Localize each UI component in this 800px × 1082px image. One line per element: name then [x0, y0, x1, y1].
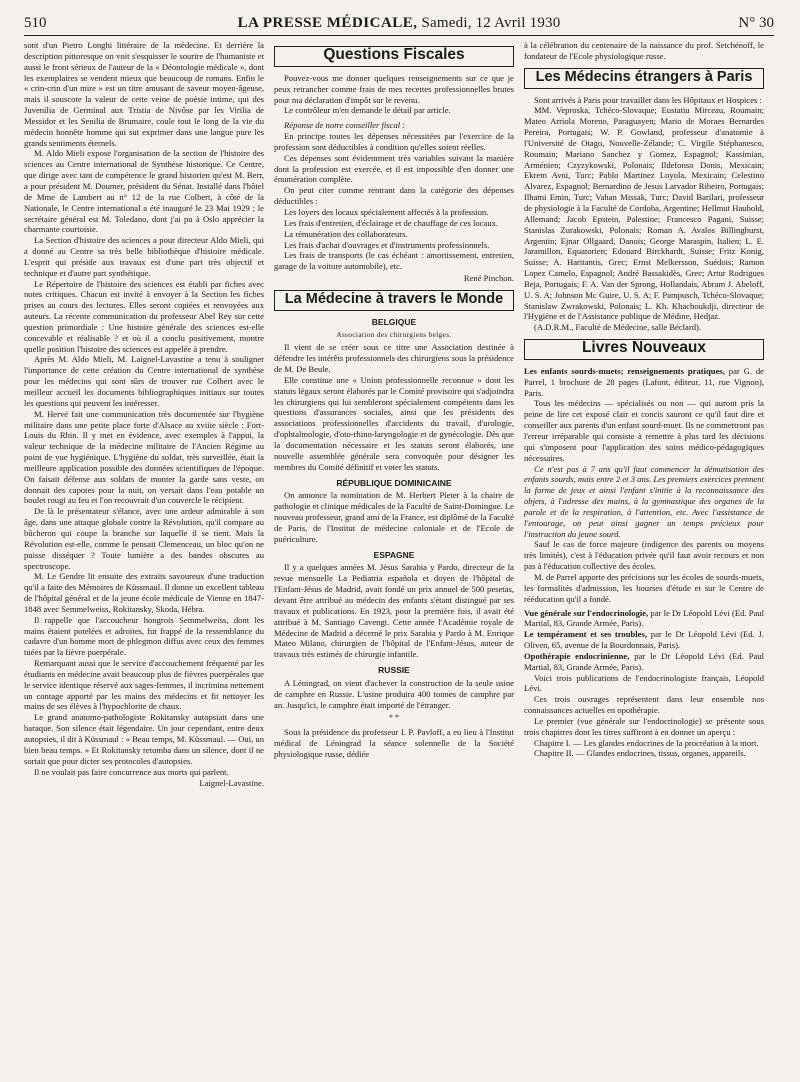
answer-paragraph: En principe toutes les dépenses nécessitées par l'exercice de la profession sont déductibles à condition qu'elles soient réelles.	[274, 131, 514, 152]
section-title-world: La Médecine à travers le Monde	[274, 290, 514, 311]
paragraph: Après M. Aldo Mieli, M. Laignel-Lavastine a tenu à souligner l'importance de cette création du Centre international de synthèse pour les médecins qui sont sûrs de trouver rue Colbert avec le meilleur accueil les documents bibliographiques initiaux sur toutes les questions qui peuvent les intéresser.	[24, 354, 264, 408]
answer-paragraph: On peut citer comme rentrant dans la catégorie des dépenses déductibles :	[274, 185, 514, 207]
issue-number: N° 30	[738, 15, 774, 31]
issue-date: Samedi, 12 Avril 1930	[421, 15, 561, 31]
paragraph: Le Répertoire de l'histoire des sciences est établi par fiches avec notes critiques. Chacun est invité à envoyer à la Section les fiches prises au cours des lectures. Elles seront copiées et renvoyées aux auteurs. La récente communication du professeur Abel Rey sur cette question primordiale : Une histoire générale des sciences est-elle concevable et réalisable ? et où il a conclu positivement, montre quelle position l'histoire des sciences est appelée à prendre.	[24, 278, 264, 354]
article-columns	[24, 40, 774, 1078]
answer-paragraph: La rémunération des collaborateurs.	[284, 228, 408, 239]
paragraph: sont d'un Pietro Longhi littéraire de la médecine. Et derrière la description pittoresque on voit s'esquisser le sourire de l'humaniste et aussi le front sérieux de l'auteur de la « Déontologie médicale », dont les exemplaires se vendent mieux que beaucoup de romans. Enfin le « crin-crin d'un mire » est un titre amusant de saveur moyen-âgeuse, mais il souscote la valeur de cette veine de poésie intime, qui des Juvenilia de Germinal aux Tristia de Nivôse par les Virilia de Messidor et les Senilia de Brumaire, coule tout le long de la vie du médecin honnête homme qui sut exprimer dans une langue pure les grands sentiments éternels.	[24, 40, 264, 148]
book-entry	[524, 366, 764, 399]
review-paragraph: Sauf le cas de force majeure (indigence des parents ou moyens très limités), c'est à l'éducation privée qu'il faut avoir recours et non pas à l'éducation collective des écoles.	[524, 539, 764, 572]
review-paragraph: Chapitre II. — Glandes endocrines, tissus, organes, appareils.	[534, 748, 746, 759]
paragraph: Sont arrivés à Paris pour travailler dans les Hôpitaux et Hospices :	[534, 94, 762, 105]
book-reference: par le Dr Léopold Lévi (Ed. Paul Martial, 83, Grande Armée, Paris).	[524, 650, 764, 672]
review-paragraph: Ce n'est pas à 7 ans qu'il faut commencer la démutisation des enfants sourds, mais entre 2 et 3 ans. Les premiers exercices prennent la forme de jeux et ainsi l'enfant s'initie à la reconnaissance des objets, à l'adresse des mains, à la gymnastique des organes de la parole et de la respiration, à l'attention, etc. Avec l'assistance de l'entourage, on peut ainsi gagner un temps précieux pour l'instruction du jeune sourd.	[524, 463, 764, 539]
paragraph: Il y a quelques années M. Jésus Sarabia y Pardo, directeur de la revue mensuelle La Pediatria española et doyen de l'hôpital de l'Enfant-Jésus de Madrid, avait fondé un prix annuel de 500 pesetas, devant être attribué au médecin des enfants s'étant distingué par ses travaux et publications. En 1923, pour la première fois, il avait été attribué à M. Santiago Cavengt. Cette année l'Académie royale de Médecine de Madrid a décerné le prix Sarabia y Pardo à M. Enrique Mateo Milano, chirurgien de l'hôpital de l'Enfant-Jésus, auteur de travaux très estimés de chirurgie infantile.	[274, 562, 514, 660]
paragraph: M. Hervé fait une communication très documentée sur l'hygiène militaire dans une petite place forte d'Alsace au xviiie siècle : Fort-Louis du Rhin. Il y met en évidence, avec exemples à l'appui, la valeur technique de la médecine militaire de l'Ancien Régime au point de vue hygiénique. L'hygiène du soldat, très surveillée, était la meilleure application possible des données scientifiques de l'époque. On faisait défense aux soldats de monter la garde sans veste, on donnait des capotes pour la nuit, on versait dans l'eau potable un boulet rougi au feu et l'on recouvrait d'un couvercle le récipient.	[24, 408, 264, 506]
paragraph: De là le présentateur s'élance, avec une ardeur admirable à son âge, dans une attaque globale contre la Révolution, qu'il compare au bûcheron qui coupe la branche sur laquelle il se tient. Mais la Révolution est-elle, comme le pensait Clemenceau, un bloc qu'on ne puisse disséquer ? Toute lumière a des bandes obscures au spectroscope.	[24, 506, 264, 571]
journal-masthead	[84, 15, 714, 32]
review-paragraph: Ces trois ouvrages représentent dans leur ensemble nos connaissances actuelles en opothérapie.	[524, 694, 764, 716]
paragraph: M. Le Gendre lit ensuite des extraits savoureux d'une traduction qu'il a faite des Mémoires de Küssmaul. Il donne un excellent tableau de l'hôpital général et de la jeune école médicale de Vienne en 1847-1848 avec Semmelweiss, Rokitansky, Skoda, Hébra.	[24, 571, 264, 614]
paragraph: Remarquant aussi que le service d'accouchement fréquenté par les étudiants en médecine avait beaucoup plus de fièvres puerpérales que le service identique réservé aux sages-femmes, il incrimina nettement un contage apporté par les mains des médecins et fit nettoyer les mains de ses élèves à l'hypochlorite de chaux.	[24, 658, 264, 712]
review-paragraph: Le premier (vue générale sur l'endocrinologie) se présente sous trois chapitres dont les titres suffiront à en donner un aperçu :	[524, 715, 764, 737]
country-heading-belgique: BELGIQUE	[371, 316, 417, 327]
country-heading-dominicaine: RÉPUBLIQUE DOMINICAINE	[336, 477, 452, 488]
paragraph: à la célébration du centenaire de la naissance du prof. Setchénoff, le fondateur de l'Ecole physiologique russe.	[524, 40, 764, 61]
answer-paragraph: Ces dépenses sont évidemment très variables suivant la manière dont la profession est exercée, et il est impossible d'en donner une énumération complète.	[274, 152, 514, 185]
answer-paragraph: Les frais d'achat d'ouvrages et d'instruments professionnels.	[284, 239, 490, 250]
review-paragraph: M. de Parrel apporte des précisions sur les écoles de sourds-muets, les formalités d'admission, les bourses d'étude et sur le Centre de rééducation qu'il a fondé.	[524, 571, 764, 604]
book-reference: par le Dr Léopold Lévi (Ed. Paul Martial, 83, Grande Armée, Paris).	[524, 607, 764, 629]
paragraph: Il vient de se créer sous ce titre une Association destinée à défendre les intérêts professionnels des chirurgiens sous la présidence de M. De Beule.	[274, 342, 514, 375]
section-title-books: Livres Nouveaux	[524, 339, 764, 360]
review-paragraph: Chapitre I. — Les glandes endocrines de la procréation à la mort.	[534, 737, 759, 748]
page-header	[24, 0, 774, 36]
book-reference: par le Dr Léopold Lévi (Ed. J. Oliven, 65, avenue de la Bourdonnais, Paris).	[524, 629, 764, 651]
paragraph: Il ne voulait pas faire concurrence aux morts qui parlent.	[34, 766, 229, 777]
question-paragraph: Pouvez-vous me donner quelques renseignements sur ce que je peux retrancher comme frais de mes recettes professionnelles brutes pour ma déclaration d'impôt sur le revenu.	[274, 72, 514, 105]
column-right	[524, 40, 764, 1078]
doctor-list: MM. Veproska, Tchéco-Slovaque; Eustatiu Mirceau, Roumain; Mateo Arriola Moreno, Paraguayen; Mario de Moraes Bernardes Pereira, Portugais; W. P. Gowland, professeur d'anatomie à l'Université de Otago, Nouvelle-Zélande; C. Virgile Stéphanesco, Roumain; Mariano Sanchez y Gomez, Espagnol; Kassimian, Arménien; Czyzykowski, Polonais; Ildefonso Donis, Mexicain; Ekrem Avni, Turc; Pablo Martinez Loyola, Mexicain; Celestino Alvarez, Espagnol; Bernardino de Jesus Larvador Ribeiro, Portugais; Ilhami Emin, Turc; Vahan Missak, Turc; David Barilari, professeur de physiologie à la Faculté de Cordoba, Argentine; Hellmut Haubold, Allemand; Jacob Epstein, Palestine; Francesco Pagani, Suisse; Stanislas Zurakowski, Polonais; Roman A. Avalos Billinghurst, Argentin; Ejnar Ollgaard, Danois; George Maraspin, Italien; L. E. Jaramillon, Equatorien; Edouard Birckhardt, Suisse; Fritz Konig, Suisse; A. Haritantis, Grec; Ernst Melkersson, Suédois; Ramon Lopez Camelo, Espagnol; André Bassakidès, Grec; Artur Rodrigues Beja, Portugais; F. A. Van der Sprong, Hollandais, Abram J. Abeloff, U. S. A; Johnson Mc Guire, U. S. A; F. Pampusch, Tchéco-Slovaque; Stanislaw Zwrakowski, Polonais; L. Kh. Khachoukdji, directeur de l'Hygiène et de l'Assistance publique de Médine, Hedjaz.	[524, 105, 764, 322]
section-title-foreign-doctors: Les Médecins étrangers à Paris	[524, 68, 764, 89]
section-title-fiscal: Questions Fiscales	[274, 46, 514, 67]
separator-stars: * *	[389, 713, 399, 723]
book-entry	[524, 651, 764, 673]
paragraph: La Section d'histoire des sciences a pour directeur Aldo Mieli, qui a donné au Centre sa très belle bibliothèque d'histoire médicale. L'esprit qui préside aux travaux est d'une part très objectif et technique et d'autre part synthétique.	[24, 235, 264, 278]
paragraph: Sous la présidence du professeur I. P. Pavloff, a eu lieu à l'Institut médical de Léningrad la séance solennelle de la Société physiologique russe, dédiée	[274, 727, 514, 759]
book-title: Les enfants sourds-muets; renseignements pratiques,	[524, 365, 725, 376]
book-entry	[524, 629, 764, 651]
source-note: (A.D.R.M., Faculté de Médecine, salle Béclard).	[534, 322, 702, 333]
paragraph: Il rappelle que l'accoucheur hongrois Semmelweiss, dont les mains étaient potelées et adroites, fut frappé de la ressemblance du cadavre d'un homme mort de phlegmon diffus avec ceux des femmes tuées par la fièvre puerpérale.	[24, 614, 264, 658]
author-signature: Laignel-Lavastine.	[199, 778, 264, 789]
review-paragraph: Voici trois publications de l'endocrinologiste français, Léopold Lévi.	[524, 672, 764, 694]
book-entry	[524, 608, 764, 630]
question-paragraph: Le contrôleur m'en demande le détail par article.	[284, 105, 451, 116]
answer-paragraph: Les frais d'entretien, d'éclairage et de chauffage de ces locaux.	[284, 217, 499, 228]
column-middle	[274, 40, 514, 1078]
column-left	[24, 40, 264, 1078]
fiscal-signature: René Pinchon.	[463, 273, 514, 284]
country-heading-russie: RUSSIE	[378, 665, 410, 676]
journal-title: LA PRESSE MÉDICALE,	[237, 15, 418, 31]
country-heading-espagne: ESPAGNE	[373, 549, 415, 560]
book-title: Opothérapie endocrinienne,	[524, 650, 630, 661]
association-heading: Association des chirurgiens belges.	[336, 330, 452, 339]
paragraph: Elle constitue une « Union professionnelle reconnue » dont les statuts légaux seront élaborés par le Comité provisoire qui s'adjoindra les chirurgiens qui lui sembleront spécialement compétents dans les questions d'assurances sociales, ainsi que les présidents des associations professionnelles d'accidents du travail, d'urologie, d'ophtalmologie, d'oto-rhino-laryngologie et de gynécologie. Dès que la documentation nécessaire et les statuts seront élaborés, une nouvelle assemblée générale sera convoquée pour désigner les membres du Comité définitif et voter les statuts.	[274, 374, 514, 472]
review-paragraph: Tous les médecins — spécialisés ou non — qui auront pris la peine de lire cet exposé clair et concis sauront ce qu'il faut dire et conseiller aux parents d'un enfant sourd-muet. Ils ne commettront pas l'erreur irréparable qui consiste à remettre à plus tard les décisions qui s'imposent pour l'application des soins médico-pédagogiques nécessaires.	[524, 398, 764, 463]
paragraph: On annonce la nomination de M. Herbert Pieter à la chaire de pathologie et clinique médicales de la Faculté de Saint-Domingue. Le nouveau professeur, grand ami de la France, est diplômé de la Faculté de Paris, de l'Institut de médecine coloniale et de l'Ecole de puériculture.	[274, 490, 514, 544]
answer-paragraph: Les loyers des locaux spécialement affectés à la profession.	[284, 206, 489, 217]
paragraph: Le grand anatomo-pathologiste Rokitansky autopsiait dans une baraque. Son silence était légendaire. Un jour cependant, entre deux autopsies, il dit à Küssmaul : « Beau temps, M. Küssmaul. — Oui, un bien beau temps. » Et Rokitansky retomba dans un silence, dont il ne sortait que pour dicter ses protocoles d'autopsies.	[24, 712, 264, 766]
book-reference: par G. de Parrel, 1 brochure de 28 pages (Lafont, éditeur, 11, rue Vignon), Paris.	[524, 365, 764, 398]
page-number: 510	[24, 15, 47, 31]
answer-intro: Réponse de notre conseiller fiscal :	[284, 120, 406, 131]
paragraph: M. Aldo Mieli expose l'organisation de la section de l'histoire des sciences au Centre international de Synthèse historique. Ce Centre, que dirige avec tant de compétence le grand historien qu'est M. Berr, a pour président M. Doumer, président du Sénat. Installé dans l'hôtel de Mme de Lambert au n° 12 de la rue Colbert, à côté de la Nationale, le Centre international a été inauguré le 23 Mai 1929 ; le secrétaire général est M. Toledano, dont j'ai pu à Oslo apprécier la charmante courtoisie.	[24, 148, 264, 235]
paragraph: A Léningrad, on vient d'achever la construction de la seule usine de camphre en Russie. L'usine produira 400 tonnes de camphre par an. Jusqu'ici, le camphre était importé de l'étranger.	[274, 677, 514, 710]
book-title: Vue générale sur l'endocrinologie,	[524, 607, 649, 618]
book-title: Le tempérament et ses troubles,	[524, 629, 647, 640]
answer-paragraph: Les frais de transports (le cas échéant : amortissement, entretien, garage de la voiture automobile), etc.	[274, 250, 514, 272]
